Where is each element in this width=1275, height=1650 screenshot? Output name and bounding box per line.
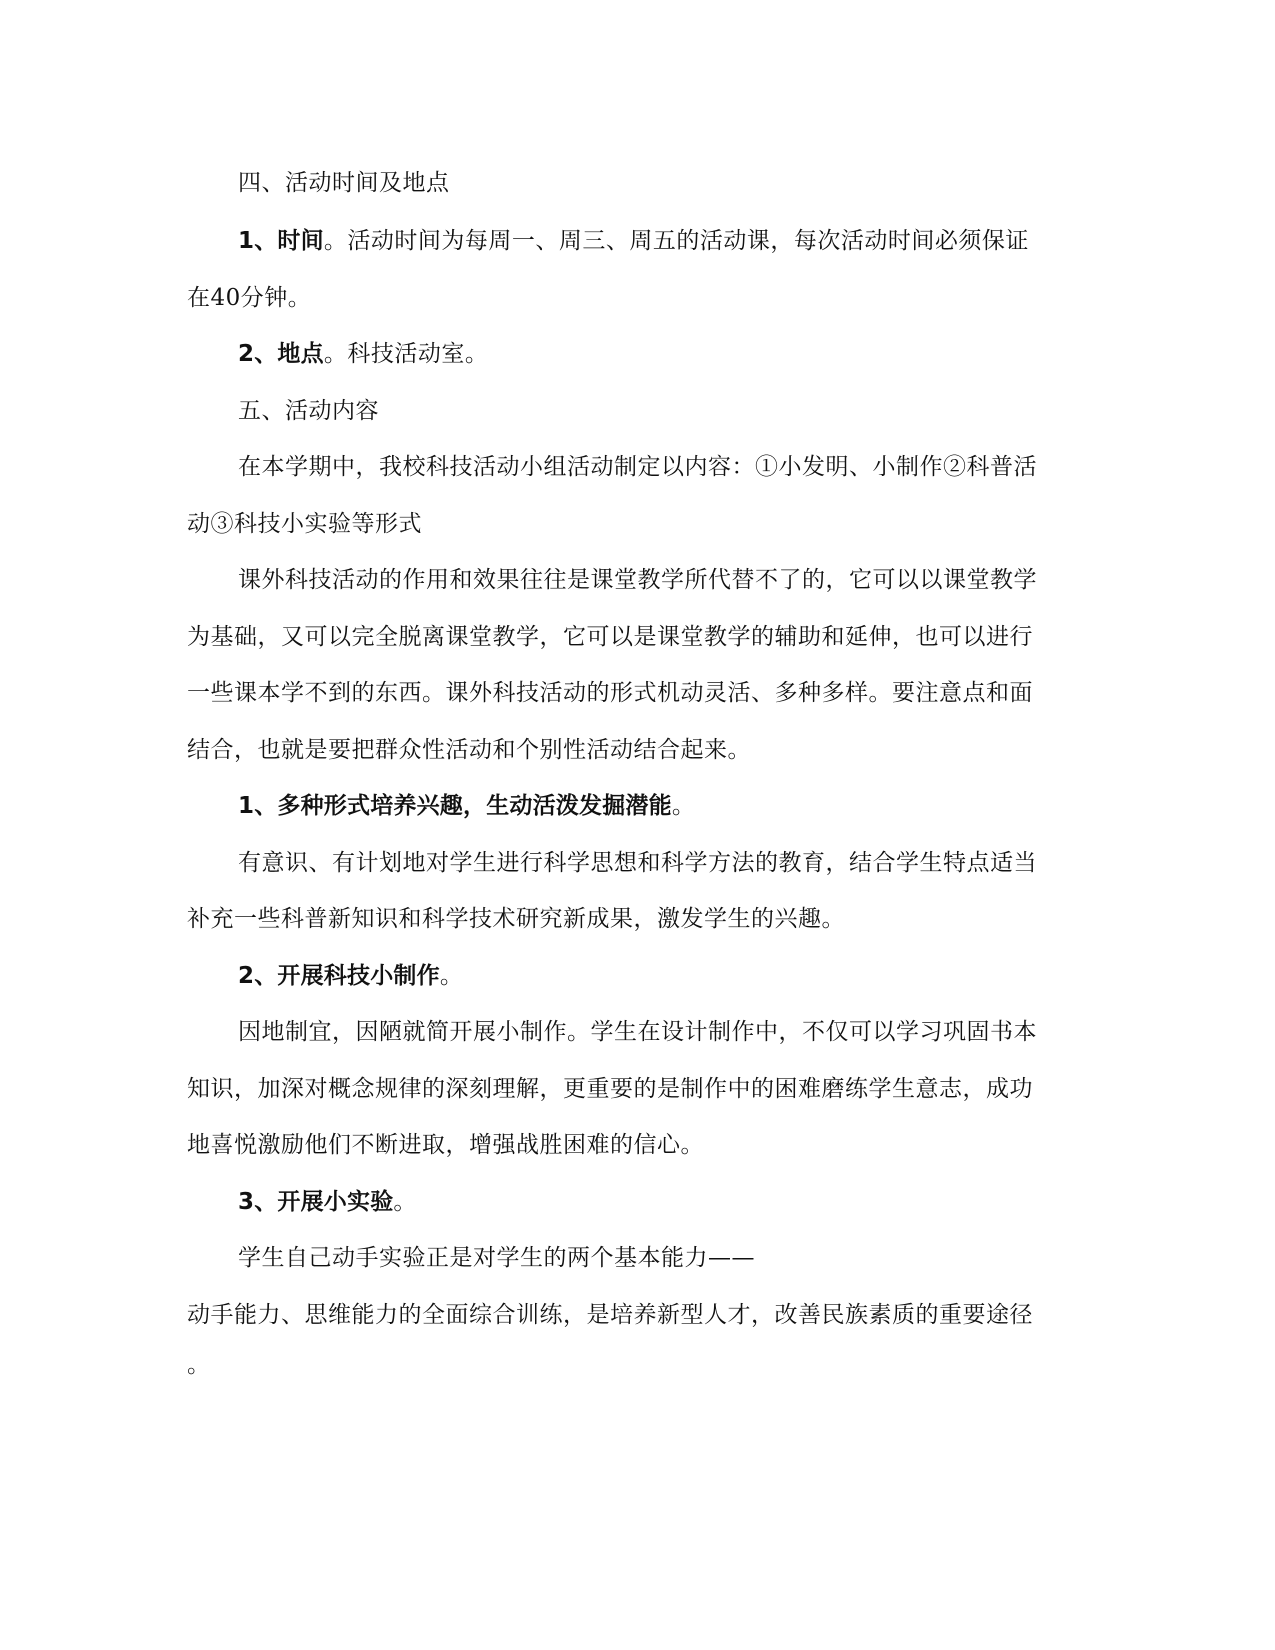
paragraph-place-text: 。科技活动室。 bbox=[323, 341, 489, 367]
subheading-making bbox=[238, 961, 463, 991]
paragraph-extracurricular-line3: 一些课本学不到的东西。课外科技活动的形式机动灵活、多种多样。要注意点和面 bbox=[187, 680, 1033, 706]
paragraph-place bbox=[238, 339, 488, 369]
label-place: 2、地点 bbox=[238, 341, 324, 367]
subheading-interest bbox=[238, 791, 695, 821]
paragraph-experiment-line2: 动手能力、思维能力的全面综合训练，是培养新型人才，改善民族素质的重要途径 bbox=[187, 1302, 1033, 1328]
paragraph-making-line2: 知识，加深对概念规律的深刻理解，更重要的是制作中的困难磨练学生意志，成功 bbox=[187, 1076, 1033, 1102]
paragraph-content-line2: 动③科技小实验等形式 bbox=[187, 511, 422, 537]
paragraph-time-text: 。活动时间为每周一、周三、周五的活动课，每次活动时间必须保证 bbox=[323, 228, 1029, 254]
paragraph-extracurricular-line4: 结合，也就是要把群众性活动和个别性活动结合起来。 bbox=[187, 737, 751, 763]
paragraph-time bbox=[238, 226, 1029, 256]
paragraph-time-cont: 在40分钟。 bbox=[187, 285, 312, 311]
paragraph-extracurricular-line2: 为基础，又可以完全脱离课堂教学，它可以是课堂教学的辅助和延伸，也可以进行 bbox=[187, 624, 1033, 650]
paragraph-making-line3: 地喜悦激励他们不断进取，增强战胜困难的信心。 bbox=[187, 1132, 704, 1158]
paragraph-extracurricular-line1: 课外科技活动的作用和效果往往是课堂教学所代替不了的，它可以以课堂教学 bbox=[238, 567, 1037, 593]
subheading-interest-period: 。 bbox=[671, 793, 696, 819]
section-heading-time-place: 四、活动时间及地点 bbox=[238, 170, 450, 196]
subheading-experiment-title: 3、开展小实验 bbox=[238, 1189, 394, 1215]
subheading-making-period: 。 bbox=[439, 963, 464, 989]
paragraph-content-line1: 在本学期中，我校科技活动小组活动制定以内容：①小发明、小制作②科普活 bbox=[238, 454, 1037, 480]
paragraph-experiment-line1: 学生自己动手实验正是对学生的两个基本能力—— bbox=[238, 1245, 755, 1271]
subheading-interest-title: 1、多种形式培养兴趣，生动活泼发掘潜能 bbox=[238, 793, 672, 819]
paragraph-interest-line1: 有意识、有计划地对学生进行科学思想和科学方法的教育，结合学生特点适当 bbox=[238, 850, 1037, 876]
paragraph-experiment-line3: 。 bbox=[187, 1352, 211, 1378]
subheading-experiment bbox=[238, 1187, 417, 1217]
section-heading-content: 五、活动内容 bbox=[238, 398, 379, 424]
subheading-making-title: 2、开展科技小制作 bbox=[238, 963, 440, 989]
label-time: 1、时间 bbox=[238, 228, 324, 254]
paragraph-interest-line2: 补充一些科普新知识和科学技术研究新成果，激发学生的兴趣。 bbox=[187, 906, 845, 932]
subheading-experiment-period: 。 bbox=[393, 1189, 417, 1215]
paragraph-making-line1: 因地制宜，因陋就简开展小制作。学生在设计制作中，不仅可以学习巩固书本 bbox=[238, 1019, 1037, 1045]
